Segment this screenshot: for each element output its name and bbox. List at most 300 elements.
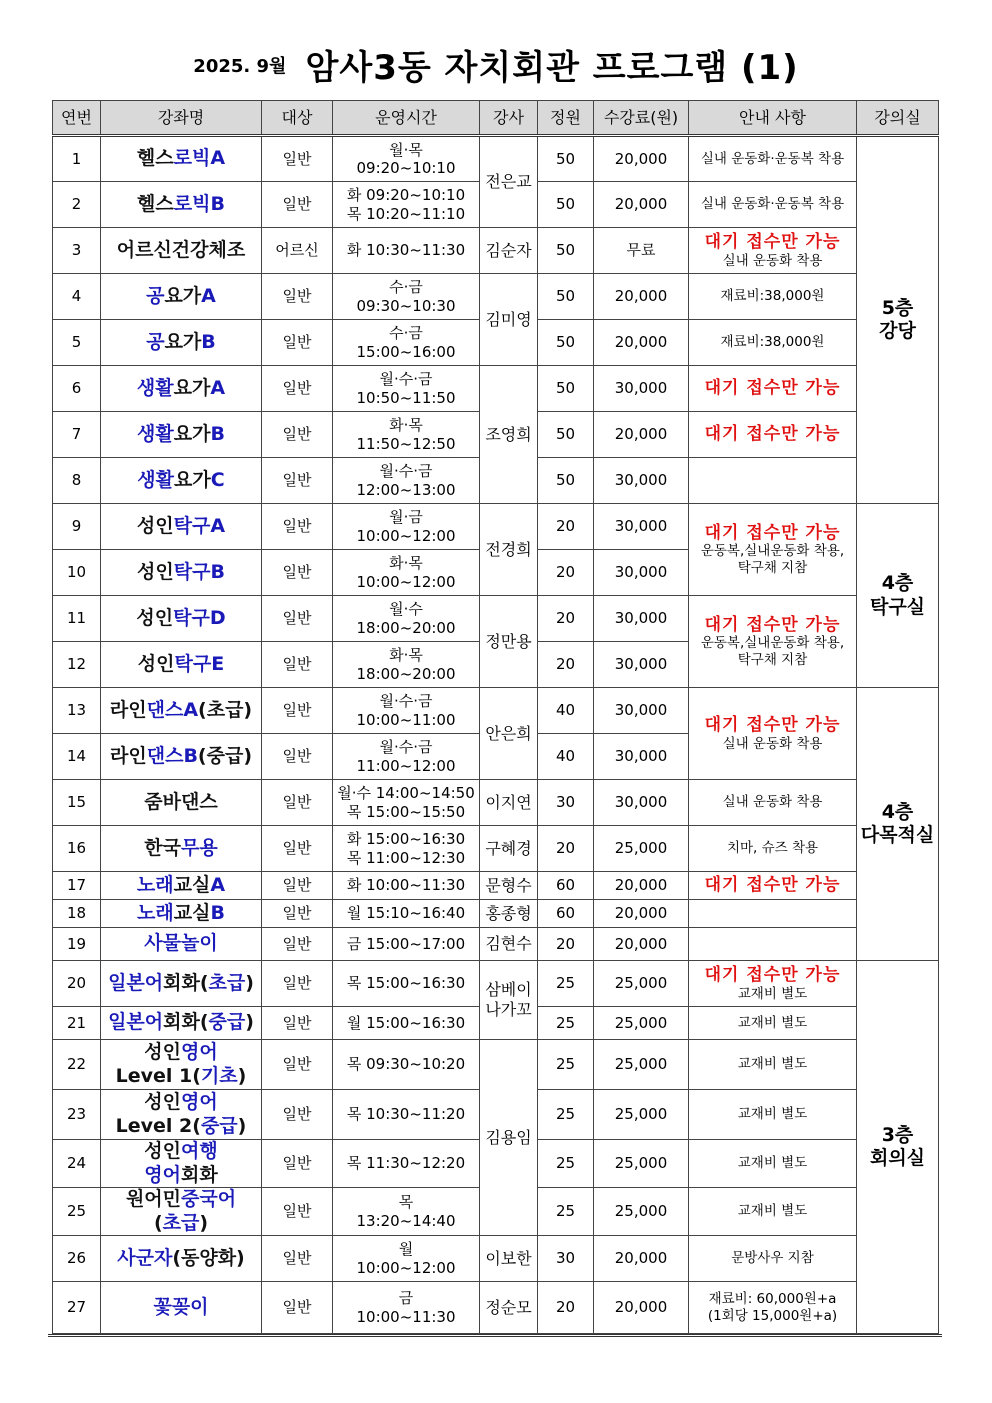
capacity: 20 xyxy=(538,1282,594,1334)
capacity: 20 xyxy=(538,596,594,642)
col-header-no: 연번 xyxy=(53,101,101,136)
course-name-part: 탁구 xyxy=(173,514,211,537)
instructor-name: 김용임 xyxy=(480,1040,538,1236)
schedule-time: 화·목 11:50~12:50 xyxy=(333,412,480,458)
row-number: 16 xyxy=(53,826,101,872)
table-row xyxy=(53,961,939,1007)
instructor-name: 조영희 xyxy=(480,366,538,504)
table-row xyxy=(53,928,939,961)
course-name xyxy=(101,458,262,504)
course-name-part: (동양화) xyxy=(172,1246,245,1269)
course-name-part: B xyxy=(183,744,198,767)
program-table xyxy=(52,100,939,1334)
document-title xyxy=(0,40,992,89)
row-number: 25 xyxy=(53,1188,101,1236)
note-text: 교재비 별도 xyxy=(737,1106,808,1123)
waitlist-notice: 대기 접수만 가능 xyxy=(704,964,841,985)
tuition-fee: 25,000 xyxy=(594,826,689,872)
course-name-part: 교실 xyxy=(173,873,211,896)
target-audience: 일반 xyxy=(262,1140,333,1188)
target-audience: 일반 xyxy=(262,826,333,872)
course-name-part: 탁구 xyxy=(173,560,211,583)
table-row xyxy=(53,780,939,826)
capacity: 40 xyxy=(538,734,594,780)
note-text: 운동복,실내운동화 착용, 탁구채 지참 xyxy=(700,543,845,576)
schedule-time: 화·목 18:00~20:00 xyxy=(333,642,480,688)
course-name-part: 어르신건강체조 xyxy=(116,238,246,261)
instructor-name: 삼베이 나가꼬 xyxy=(480,961,538,1040)
row-number: 15 xyxy=(53,780,101,826)
course-name xyxy=(101,596,262,642)
table-row xyxy=(53,688,939,734)
instructor-name: 김순자 xyxy=(480,228,538,274)
note-text: 문방사우 지참 xyxy=(731,1250,814,1267)
course-name-part: 중국어 xyxy=(181,1188,237,1211)
table-row xyxy=(53,228,939,274)
target-audience: 일반 xyxy=(262,504,333,550)
guide-note xyxy=(689,412,857,458)
waitlist-notice: 대기 접수만 가능 xyxy=(704,875,841,896)
schedule-time: 월·수·금 12:00~13:00 xyxy=(333,458,480,504)
course-name-part: D xyxy=(209,606,226,629)
course-name xyxy=(101,136,262,182)
target-audience: 일반 xyxy=(262,872,333,900)
course-name-part: A xyxy=(201,284,216,307)
course-name xyxy=(101,928,262,961)
row-number: 12 xyxy=(53,642,101,688)
course-name-part: 로빅 xyxy=(173,192,211,215)
course-name-part: 꽃꽂이 xyxy=(153,1295,209,1318)
schedule-time: 월 15:00~16:30 xyxy=(333,1007,480,1040)
table-row xyxy=(53,872,939,900)
target-audience: 일반 xyxy=(262,182,333,228)
table-row xyxy=(53,596,939,642)
course-name-part: 사물놀이 xyxy=(144,932,218,955)
course-name xyxy=(101,1236,262,1282)
course-name-part: B xyxy=(210,560,225,583)
capacity: 20 xyxy=(538,826,594,872)
classroom: 5층 강당 xyxy=(857,136,939,504)
guide-note xyxy=(689,1236,857,1282)
tuition-fee: 20,000 xyxy=(594,412,689,458)
course-name-part: 여행 xyxy=(181,1140,218,1163)
course-name-part: B xyxy=(210,192,225,215)
capacity: 60 xyxy=(538,872,594,900)
schedule-time: 월·수 14:00~14:50 목 15:00~15:50 xyxy=(333,780,480,826)
course-name-part: 성인 xyxy=(137,560,174,583)
course-name-part: 중급 xyxy=(208,1011,246,1034)
schedule-time: 월·수·금 10:00~11:00 xyxy=(333,688,480,734)
schedule-time: 금 10:00~11:30 xyxy=(333,1282,480,1334)
target-audience: 일반 xyxy=(262,458,333,504)
course-name-part: 영어 xyxy=(181,1091,218,1114)
course-name-part: 성인 xyxy=(144,1091,181,1114)
row-number: 14 xyxy=(53,734,101,780)
instructor-name: 정순모 xyxy=(480,1282,538,1334)
course-name xyxy=(101,228,262,274)
waitlist-notice: 대기 접수만 가능 xyxy=(704,614,841,635)
row-number: 20 xyxy=(53,961,101,1007)
course-name xyxy=(101,504,262,550)
guide-note xyxy=(689,1040,857,1090)
schedule-time: 월·금 10:00~12:00 xyxy=(333,504,480,550)
course-name-part: 초급 xyxy=(208,971,246,994)
course-name-part: 탁구 xyxy=(174,652,212,675)
course-name xyxy=(101,1090,262,1140)
course-name-part: ) xyxy=(245,1011,254,1034)
schedule-time: 월 15:10~16:40 xyxy=(333,900,480,928)
guide-note xyxy=(689,1188,857,1236)
col-header-time: 운영시간 xyxy=(333,101,480,136)
guide-note xyxy=(689,928,857,961)
course-name-part: 라인 xyxy=(110,744,147,767)
course-name-part: Level 2( xyxy=(115,1114,201,1137)
instructor-name: 문형수 xyxy=(480,872,538,900)
course-name xyxy=(101,1188,262,1236)
guide-note xyxy=(689,780,857,826)
target-audience: 일반 xyxy=(262,1282,333,1334)
row-number: 13 xyxy=(53,688,101,734)
bottom-divider xyxy=(48,1334,942,1337)
course-name xyxy=(101,826,262,872)
course-name xyxy=(101,872,262,900)
course-name-part: B xyxy=(201,330,216,353)
schedule-time: 화 09:20~10:10 목 10:20~11:10 xyxy=(333,182,480,228)
course-name-part: 요가 xyxy=(173,376,211,399)
capacity: 20 xyxy=(538,928,594,961)
capacity: 50 xyxy=(538,320,594,366)
capacity: 25 xyxy=(538,1007,594,1040)
course-name-part: 공 xyxy=(146,330,165,353)
waitlist-notice: 대기 접수만 가능 xyxy=(704,378,841,399)
capacity: 25 xyxy=(538,1188,594,1236)
guide-note xyxy=(689,900,857,928)
note-text: 재료비:38,000원 xyxy=(720,288,825,305)
schedule-time: 목 15:00~16:30 xyxy=(333,961,480,1007)
schedule-time: 월 10:00~12:00 xyxy=(333,1236,480,1282)
guide-note xyxy=(689,274,857,320)
capacity: 20 xyxy=(538,642,594,688)
note-text: 재료비:38,000원 xyxy=(720,334,825,351)
guide-note xyxy=(689,826,857,872)
note-text: 교재비 별도 xyxy=(737,1155,808,1172)
course-name-part: 성인 xyxy=(136,606,174,629)
capacity: 20 xyxy=(538,504,594,550)
course-name-part: 기초 xyxy=(200,1064,238,1087)
capacity: 50 xyxy=(538,458,594,504)
col-header-instructor: 강사 xyxy=(480,101,538,136)
course-name-part: 줌바댄스 xyxy=(144,790,218,813)
tuition-fee: 20,000 xyxy=(594,872,689,900)
target-audience: 일반 xyxy=(262,961,333,1007)
schedule-time: 목 13:20~14:40 xyxy=(333,1188,480,1236)
course-name xyxy=(101,182,262,228)
course-name-part: ) xyxy=(237,1064,247,1087)
tuition-fee: 30,000 xyxy=(594,366,689,412)
capacity: 40 xyxy=(538,688,594,734)
instructor-name: 전경희 xyxy=(480,504,538,596)
instructor-name: 정만용 xyxy=(480,596,538,688)
target-audience: 일반 xyxy=(262,900,333,928)
course-name-part: 노래 xyxy=(137,901,174,924)
guide-note xyxy=(689,1140,857,1188)
waitlist-notice: 대기 접수만 가능 xyxy=(704,714,841,735)
tuition-fee: 30,000 xyxy=(594,734,689,780)
course-name-part: 영어 xyxy=(181,1041,218,1064)
course-name xyxy=(101,961,262,1007)
capacity: 30 xyxy=(538,780,594,826)
table-row xyxy=(53,826,939,872)
course-name-part: A xyxy=(210,514,226,537)
course-name-part: ) xyxy=(199,1211,209,1234)
target-audience: 일반 xyxy=(262,780,333,826)
target-audience: 일반 xyxy=(262,596,333,642)
guide-note xyxy=(689,458,857,504)
schedule-time: 화 10:30~11:30 xyxy=(333,228,480,274)
target-audience: 일반 xyxy=(262,642,333,688)
tuition-fee: 25,000 xyxy=(594,1040,689,1090)
waitlist-notice: 대기 접수만 가능 xyxy=(704,231,841,252)
capacity: 25 xyxy=(538,1140,594,1188)
course-name-part: 일본어 xyxy=(108,1011,164,1034)
tuition-fee: 30,000 xyxy=(594,780,689,826)
target-audience: 일반 xyxy=(262,1236,333,1282)
row-number: 18 xyxy=(53,900,101,928)
col-header-room: 강의실 xyxy=(857,101,939,136)
capacity: 25 xyxy=(538,961,594,1007)
note-text: 실내 운동화·운동복 착용 xyxy=(700,196,845,213)
capacity: 60 xyxy=(538,900,594,928)
note-text: 실내 운동화 착용 xyxy=(722,252,823,269)
table-row xyxy=(53,900,939,928)
tuition-fee: 25,000 xyxy=(594,1090,689,1140)
waitlist-notice: 대기 접수만 가능 xyxy=(704,424,841,445)
course-name xyxy=(101,550,262,596)
row-number: 22 xyxy=(53,1040,101,1090)
tuition-fee: 20,000 xyxy=(594,274,689,320)
course-name xyxy=(101,366,262,412)
schedule-time: 월·수·금 11:00~12:00 xyxy=(333,734,480,780)
row-number: 23 xyxy=(53,1090,101,1140)
schedule-time: 목 09:30~10:20 xyxy=(333,1040,480,1090)
course-name-part: 중급 xyxy=(200,1114,238,1137)
guide-note xyxy=(689,228,857,274)
guide-note xyxy=(689,596,857,688)
col-header-capacity: 정원 xyxy=(538,101,594,136)
course-name xyxy=(101,274,262,320)
course-name-part: 회화( xyxy=(163,1011,209,1034)
course-name-part: 성인 xyxy=(136,514,174,537)
note-text: 실내 운동화·운동복 착용 xyxy=(700,150,845,167)
course-name-part: 성인 xyxy=(137,652,175,675)
target-audience: 일반 xyxy=(262,1040,333,1090)
schedule-time: 월·목 09:20~10:10 xyxy=(333,136,480,182)
course-name-part: C xyxy=(210,468,225,491)
table-header-row xyxy=(53,101,939,136)
capacity: 25 xyxy=(538,1040,594,1090)
course-name-part: 댄스 xyxy=(146,744,184,767)
target-audience: 일반 xyxy=(262,320,333,366)
course-name xyxy=(101,642,262,688)
note-text: 재료비: 60,000원+a (1회당 15,000원+a) xyxy=(707,1291,838,1324)
title-text: 암사3동 자치회관 프로그램 (1) xyxy=(305,48,799,88)
course-name-part: E xyxy=(211,652,225,675)
course-name-part: 요가 xyxy=(164,330,202,353)
guide-note xyxy=(689,366,857,412)
target-audience: 일반 xyxy=(262,1188,333,1236)
instructor-name: 김현수 xyxy=(480,928,538,961)
capacity: 50 xyxy=(538,228,594,274)
note-text: 교재비 별도 xyxy=(737,985,808,1002)
tuition-fee: 20,000 xyxy=(594,182,689,228)
course-name-part: (초급) xyxy=(198,698,253,721)
course-name-part: B xyxy=(210,901,225,924)
course-name-part: B xyxy=(210,422,225,445)
instructor-name: 홍종형 xyxy=(480,900,538,928)
tuition-fee: 20,000 xyxy=(594,320,689,366)
course-name xyxy=(101,900,262,928)
course-name xyxy=(101,780,262,826)
table-body xyxy=(53,136,939,1334)
target-audience: 일반 xyxy=(262,1007,333,1040)
note-text: 실내 운동화 착용 xyxy=(722,794,823,811)
guide-note xyxy=(689,504,857,596)
instructor-name: 이보한 xyxy=(480,1236,538,1282)
row-number: 19 xyxy=(53,928,101,961)
course-name xyxy=(101,1007,262,1040)
course-name-part: 요가 xyxy=(164,284,202,307)
capacity: 50 xyxy=(538,274,594,320)
classroom: 4층 다목적실 xyxy=(857,688,939,961)
course-name-part: 성인 xyxy=(144,1041,181,1064)
course-name xyxy=(101,1282,262,1334)
target-audience: 어르신 xyxy=(262,228,333,274)
guide-note xyxy=(689,1090,857,1140)
guide-note xyxy=(689,1282,857,1334)
course-name-part: A xyxy=(210,376,226,399)
row-number: 21 xyxy=(53,1007,101,1040)
guide-note xyxy=(689,136,857,182)
tuition-fee: 20,000 xyxy=(594,1282,689,1334)
guide-note xyxy=(689,872,857,900)
target-audience: 일반 xyxy=(262,412,333,458)
col-header-fee: 수강료(원) xyxy=(594,101,689,136)
schedule-time: 목 10:30~11:20 xyxy=(333,1090,480,1140)
tuition-fee: 25,000 xyxy=(594,1140,689,1188)
course-name-part: 요가 xyxy=(173,422,211,445)
course-name-part: ) xyxy=(245,971,254,994)
course-name-part: 헬스 xyxy=(136,147,174,170)
instructor-name: 김미영 xyxy=(480,274,538,366)
instructor-name: 이지연 xyxy=(480,780,538,826)
capacity: 50 xyxy=(538,412,594,458)
instructor-name: 구혜경 xyxy=(480,826,538,872)
table-row xyxy=(53,504,939,550)
row-number: 9 xyxy=(53,504,101,550)
tuition-fee: 25,000 xyxy=(594,1188,689,1236)
col-header-target: 대상 xyxy=(262,101,333,136)
course-name-part: A xyxy=(183,698,199,721)
schedule-time: 화 15:00~16:30 목 11:00~12:30 xyxy=(333,826,480,872)
course-name-part: ( xyxy=(153,1211,163,1234)
guide-note xyxy=(689,320,857,366)
target-audience: 일반 xyxy=(262,1090,333,1140)
target-audience: 일반 xyxy=(262,550,333,596)
course-name-part: 생활 xyxy=(137,468,175,491)
course-name-part: Level 1( xyxy=(115,1064,201,1087)
tuition-fee: 30,000 xyxy=(594,688,689,734)
course-name xyxy=(101,1040,262,1090)
course-name xyxy=(101,688,262,734)
course-name xyxy=(101,412,262,458)
col-header-course: 강좌명 xyxy=(101,101,262,136)
row-number: 11 xyxy=(53,596,101,642)
tuition-fee: 20,000 xyxy=(594,136,689,182)
instructor-name: 전은교 xyxy=(480,136,538,228)
course-name-part: 노래 xyxy=(136,873,174,896)
course-name xyxy=(101,734,262,780)
schedule-time: 목 11:30~12:20 xyxy=(333,1140,480,1188)
schedule-time: 화 10:00~11:30 xyxy=(333,872,480,900)
course-name-part: 요가 xyxy=(174,468,211,491)
course-name-part: ) xyxy=(237,1114,247,1137)
row-number: 6 xyxy=(53,366,101,412)
tuition-fee: 30,000 xyxy=(594,504,689,550)
row-number: 5 xyxy=(53,320,101,366)
course-name-part: 회화 xyxy=(181,1163,218,1186)
row-number: 24 xyxy=(53,1140,101,1188)
row-number: 8 xyxy=(53,458,101,504)
tuition-fee: 30,000 xyxy=(594,642,689,688)
waitlist-notice: 대기 접수만 가능 xyxy=(704,522,841,543)
guide-note xyxy=(689,961,857,1007)
note-text: 치마, 슈즈 착용 xyxy=(726,840,819,857)
row-number: 1 xyxy=(53,136,101,182)
tuition-fee: 20,000 xyxy=(594,1236,689,1282)
row-number: 26 xyxy=(53,1236,101,1282)
tuition-fee: 20,000 xyxy=(594,928,689,961)
row-number: 4 xyxy=(53,274,101,320)
course-name-part: 공 xyxy=(146,284,165,307)
tuition-fee: 30,000 xyxy=(594,458,689,504)
course-name-part: 한국 xyxy=(144,836,181,859)
capacity: 20 xyxy=(538,550,594,596)
tuition-fee: 20,000 xyxy=(594,900,689,928)
course-name-part: A xyxy=(210,147,226,170)
tuition-fee: 30,000 xyxy=(594,550,689,596)
row-number: 2 xyxy=(53,182,101,228)
capacity: 50 xyxy=(538,366,594,412)
target-audience: 일반 xyxy=(262,734,333,780)
target-audience: 일반 xyxy=(262,928,333,961)
target-audience: 일반 xyxy=(262,688,333,734)
course-name-part: 원어민 xyxy=(125,1188,181,1211)
classroom: 3층 회의실 xyxy=(857,961,939,1334)
table-row xyxy=(53,274,939,320)
capacity: 50 xyxy=(538,182,594,228)
table-row xyxy=(53,366,939,412)
course-name-part: 사군자 xyxy=(117,1246,173,1269)
schedule-time: 수·금 09:30~10:30 xyxy=(333,274,480,320)
note-text: 교재비 별도 xyxy=(737,1203,808,1220)
target-audience: 일반 xyxy=(262,274,333,320)
row-number: 27 xyxy=(53,1282,101,1334)
schedule-time: 금 15:00~17:00 xyxy=(333,928,480,961)
instructor-name: 안은희 xyxy=(480,688,538,780)
course-name-part: (중급) xyxy=(197,744,252,767)
title-year-month: 2025. 9월 xyxy=(193,55,287,77)
course-name xyxy=(101,1140,262,1188)
